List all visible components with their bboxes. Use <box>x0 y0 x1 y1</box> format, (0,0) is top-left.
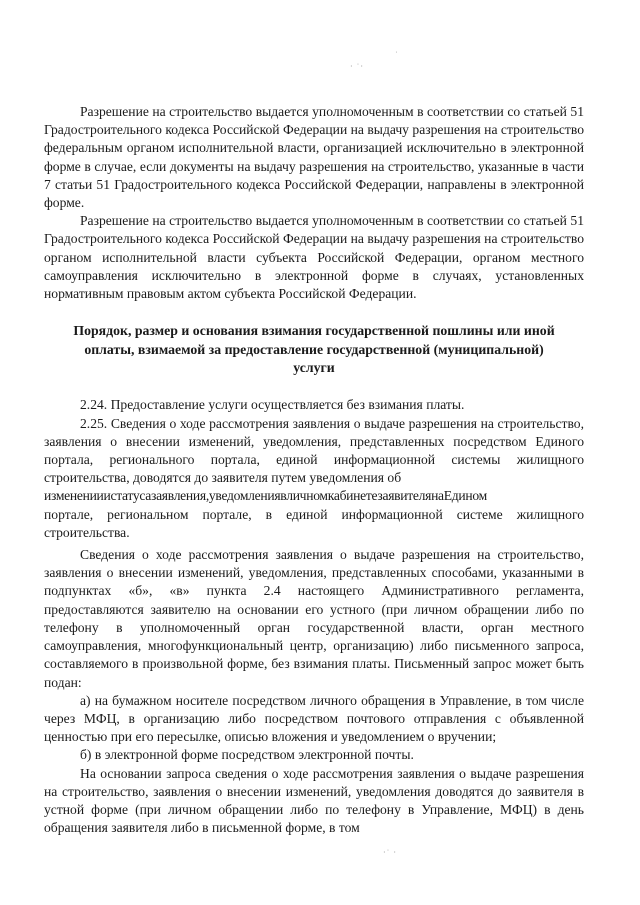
clause-2-25: 2.25. Сведения о ходе рассмотрения заявления о выдаче разрешения на строительство, заявления о внесении изменений, уведомления, представленных посредством Единого портала, регионального портала, единой информационной системы жилищного строительства, доводятся до заявителя путем уведомления об <box>44 415 584 486</box>
list-item-electronic: б) в электронной форме посредством электронной почты. <box>80 747 414 763</box>
scan-speck-top-2: ˙ <box>395 50 399 59</box>
clause-2-25-run-on-line: измененииистатусазаявления,уведомлениявличномкабинетезаявителянаЕдином <box>44 488 487 504</box>
paragraph-federal-permit: Разрешение на строительство выдается уполномоченным в соответствии со статьей 51 Градостроительного кодекса Российской Федерации на выдачу разрешения на строительство федеральным органом исполнительной власти, организацией исключительно в электронной форме в случае, если документы на выдачу разрешения на строительство, указанные в части 7 статьи 51 Градостроительного кодекса Российской Федерации, направлены в электронной форме. <box>44 104 584 211</box>
document-page <box>44 103 584 837</box>
clause-2-24: 2.24. Предоставление услуги осуществляется без взимания платы. <box>80 397 465 413</box>
section-heading-fees: Порядок, размер и основания взимания государственной пошлины или иной оплаты, взимаемой за предоставление государственной (муниципальной) услуги <box>73 323 555 376</box>
scan-speck-bottom: ·˙ · <box>383 848 397 857</box>
list-item-paper: а) на бумажном носителе посредством личного обращения в Управление, в том числе через МФЦ, в организацию либо посредством почтового отправления с объявленной ценностью при его пересылке, описью вложения и уведомлением о вручении; <box>44 692 584 745</box>
scan-speck-top: · ˙· <box>350 62 364 71</box>
paragraph-status-info: Сведения о ходе рассмотрения заявления о выдаче разрешения на строительство, заявления о внесении изменений, уведомления, представленных способами, указанными в подпунктах «б», «в» пункта 2.4 настоящего Административного регламента, предоставляются заявителю на основании его устного (при личном обращении либо по телефону в уполномоченный орган государственной власти, орган местного самоуправления, многофункциональный центр, организацию) либо письменного запроса, составляемого в произвольной форме, без взимания платы. Письменный запрос может быть подан: <box>44 547 584 690</box>
clause-2-25-tail: портале, региональном портале, в единой информационной системе жилищного строительства. <box>44 506 584 540</box>
paragraph-request-response: На основании запроса сведения о ходе рассмотрения заявления о выдаче разрешения на строительство, заявления о внесении изменений, уведомления доводятся до заявителя в устной форме (при личном обращении либо по телефону в Управление, МФЦ) в день обращения заявителя либо в письменной форме, в том <box>44 765 584 836</box>
paragraph-regional-permit: Разрешение на строительство выдается уполномоченным в соответствии со статьей 51 Градостроительного кодекса Российской Федерации на выдачу разрешения на строительство органом исполнительной власти субъекта Российской Федерации, органом местного самоуправления исключительно в электронной форме в случаях, установленных нормативным правовым актом субъекта Российской Федерации. <box>44 213 584 302</box>
